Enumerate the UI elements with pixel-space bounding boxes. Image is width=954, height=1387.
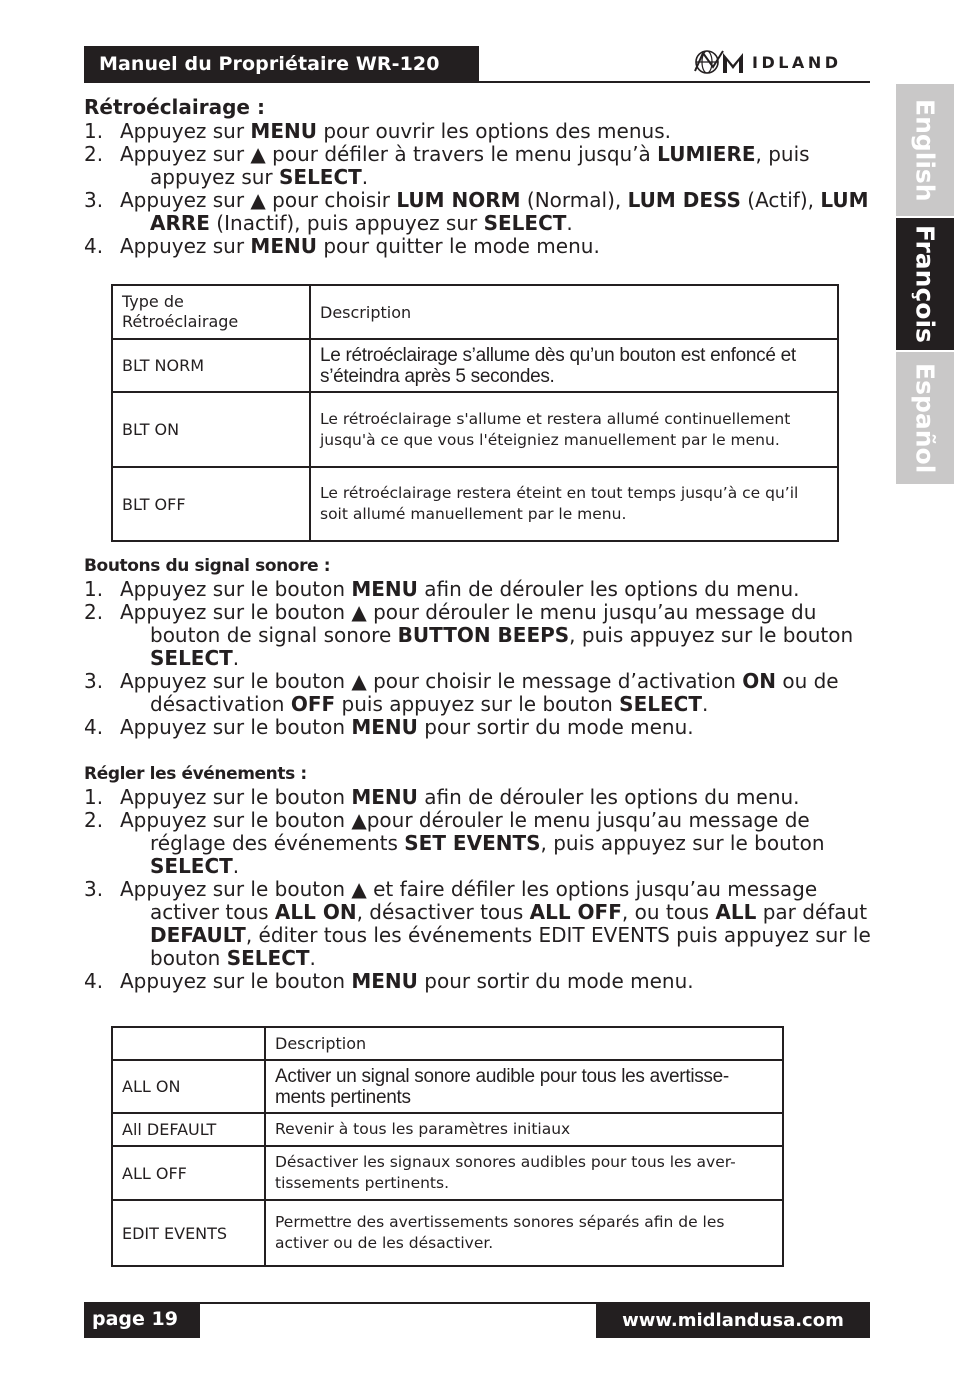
table-cell-description: Activer un signal sonore audible pour tous les avertisse-ments pertinents [265,1060,783,1113]
midland-logo [693,46,841,78]
step-item: 2. Appuyez sur le bouton ▲pour dérouler le menu jusqu’au message de réglage des événements SET EVENTS, puis appuyez sur le bouton SELECT. [84,808,825,878]
table-cell-type: BLT OFF [112,467,310,541]
step-keyword: ON [742,669,776,693]
step-item: 1. Appuyez sur le bouton MENU afin de dérouler les options du menu. [84,577,800,601]
step-item: 3. Appuyez sur ▲ pour choisir LUM NORM (Normal), LUM DESS (Actif), LUM ARRE (Inactif), puis appuyez sur SELECT. [84,188,869,235]
step-keyword: DEFAULT [150,923,246,947]
step-item: 4. Appuyez sur le bouton MENU pour sortir du mode menu. [84,715,694,739]
step-number: 4. [84,234,104,258]
step-keyword: LUMIERE [657,142,756,166]
table-cell-description: Le rétroéclairage restera éteint en tout temps jusqu’à ce qu’il soit allumé manuellement par le menu. [310,467,838,541]
step-item: 1. Appuyez sur MENU pour ouvrir les options des menus. [84,119,671,143]
step-keyword: SET EVENTS [404,831,541,855]
backlight-table [111,284,839,542]
table-cell-event: ALL OFF [112,1146,265,1200]
tab-espanol[interactable]: Español [896,352,954,484]
language-tabs [896,84,954,484]
table-row [112,1146,783,1200]
events-table [111,1026,784,1267]
table-header-row [112,1027,783,1060]
page-number: page 19 [84,1303,200,1338]
step-number: 1. [84,785,104,809]
step-keyword: MENU [351,577,418,601]
step-number: 4. [84,715,104,739]
step-keyword: OFF [290,692,336,716]
step-keyword: MENU [250,234,317,258]
step-item: 4. Appuyez sur MENU pour quitter le mode menu. [84,234,600,258]
midland-globe-m-icon [693,47,749,77]
backlight-heading: Rétroéclairage : [84,95,265,119]
website-link[interactable]: www.midlandusa.com [596,1303,870,1338]
table-cell-description: Revenir à tous les paramètres initiaux [265,1113,783,1146]
step-item: 2. Appuyez sur ▲ pour défiler à travers le menu jusqu’à LUMIERE, puis appuyez sur SELECT. [84,142,810,189]
step-keyword: LUM ARRE [150,188,869,235]
table-cell-type: BLT ON [112,392,310,467]
table-cell-event: All DEFAULT [112,1113,265,1146]
tab-english[interactable]: English [896,84,954,216]
table-header-empty [112,1027,265,1060]
table-header-description: Description [265,1027,783,1060]
table-row [112,1113,783,1146]
step-number: 3. [84,669,104,693]
table-cell-type: BLT NORM [112,339,310,392]
table-header-type: Type de Rétroéclairage [112,285,310,339]
table-row [112,1200,783,1266]
step-keyword: MENU [351,969,418,993]
step-number: 3. [84,188,104,212]
step-keyword: ALL [715,900,757,924]
table-row [112,392,838,467]
step-keyword: MENU [250,119,317,143]
step-keyword: MENU [351,715,418,739]
manual-title: Manuel du Propriétaire WR-120 [84,46,479,82]
beeps-steps [84,578,874,739]
table-row [112,467,838,541]
step-keyword: SELECT [619,692,702,716]
step-item: 4. Appuyez sur le bouton MENU pour sortir du mode menu. [84,969,694,993]
step-keyword: SELECT [150,854,233,878]
header-rule [84,81,870,83]
backlight-steps [84,120,874,258]
step-keyword: SELECT [226,946,310,970]
tab-francois[interactable]: François [896,218,954,350]
events-steps [84,786,874,993]
step-item: 3. Appuyez sur le bouton ▲ et faire défiler les options jusqu’au message activer tous ALL ON, désactiver tous ALL OFF, ou tous ALL par défaut DEFAULT, éditer tous les événements EDIT EVENTS puis appuyez sur le bouton SELECT. [84,877,871,970]
step-number: 2. [84,142,104,166]
step-keyword: LUM NORM [396,188,521,212]
table-header-row [112,285,838,339]
step-number: 1. [84,577,104,601]
logo-wordmark: IDLAND [752,52,842,72]
step-keyword: SELECT [483,211,567,235]
step-item: 3. Appuyez sur le bouton ▲ pour choisir le message d’activation ON ou de désactivation OFF puis appuyez sur le bouton SELECT. [84,669,839,716]
step-keyword: MENU [351,785,418,809]
step-number: 4. [84,969,104,993]
step-keyword: ALL OFF [529,900,622,924]
step-keyword: SELECT [279,165,362,189]
step-keyword: BUTTON BEEPS [397,623,570,647]
table-cell-description: Le rétroéclairage s’allume dès qu’un bouton est enfoncé et s’éteindra après 5 secondes. [310,339,838,392]
step-keyword: SELECT [150,646,233,670]
step-item: 1. Appuyez sur le bouton MENU afin de dérouler les options du menu. [84,785,800,809]
step-number: 2. [84,600,104,624]
table-row [112,339,838,392]
table-row [112,1060,783,1113]
table-cell-event: EDIT EVENTS [112,1200,265,1266]
step-number: 2. [84,808,104,832]
events-heading: Régler les événements : [84,764,307,784]
table-cell-description: Le rétroéclairage s'allume et restera allumé continuellement jusqu'à ce que vous l'éteigniez manuellement par le menu. [310,392,838,467]
beeps-heading: Boutons du signal sonore : [84,556,331,576]
step-number: 3. [84,877,104,901]
step-number: 1. [84,119,104,143]
step-item: 2. Appuyez sur le bouton ▲ pour dérouler le menu jusqu’au message du bouton de signal sonore BUTTON BEEPS, puis appuyez sur le bouton SELECT. [84,600,854,670]
step-keyword: LUM DESS [627,188,741,212]
table-cell-description: Permettre des avertissements sonores séparés afin de les activer ou de les désactiver. [265,1200,783,1266]
table-header-description: Description [310,285,838,339]
table-cell-event: ALL ON [112,1060,265,1113]
step-keyword: ALL ON [274,900,357,924]
table-cell-description: Désactiver les signaux sonores audibles pour tous les aver-tissements pertinents. [265,1146,783,1200]
